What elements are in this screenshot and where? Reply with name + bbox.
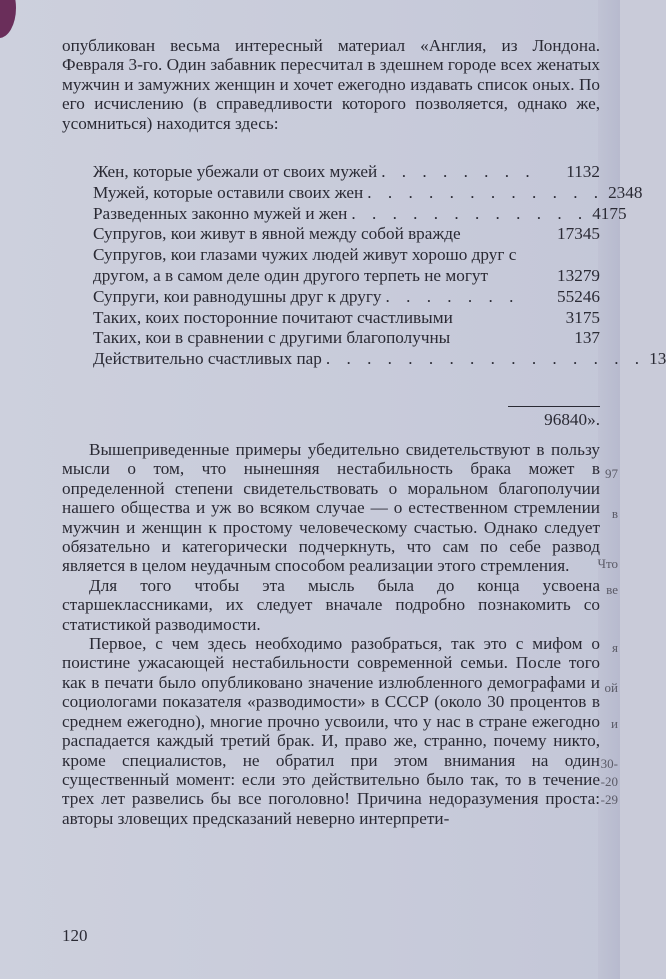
list-item xyxy=(93,308,600,329)
list-item-value: 1132 xyxy=(566,162,600,181)
paragraph: Первое, с чем здесь необходимо разобраться, так это с мифом о поистине ужасающей нестабильности современной семьи. После того как в печати было опубликовано значение излюбленного демографами и социологами показателя «разводимости» в СССР (около 30 процентов в среднем ежегодно), многие прочно усвоили, что у нас в стране ежегодно распадается каждый третий брак. И, право же, странно, почему никто, кроме специалистов, не обратил при этом внимания на один существенный момент: если это действительно было так, то в течение трех лет развелись бы все поголовно! Причина недоразумения проста: авторы зловещих предсказаний неверно интерпрети- xyxy=(62,634,600,828)
list-item-value: 3175 xyxy=(565,307,600,327)
intro-text: опубликован весьма интересный материал «Англия, из Лондона. Февраля 3-го. Один забавник пересчитал в здешнем городе всех женатых мужчин и замужних женщин и хочет ежегодно издавать список оных. По его исчислению (в справедливости которого позволяется, однако же, усомниться) находится здесь: xyxy=(62,36,600,133)
margin-fragment: Что xyxy=(597,556,618,571)
intro-paragraph xyxy=(62,36,600,133)
list-item xyxy=(93,245,600,287)
list-item-label: Супруги, кои равнодушны друг к другу xyxy=(93,286,382,306)
margin-fragment: -29 xyxy=(600,792,618,807)
list-item-label: Действительно счастливых пар xyxy=(93,349,322,369)
list-item-label: Супругов, кои глазами чужих людей живут хорошо друг с другом, а в самом деле один другого терпеть не могут xyxy=(93,245,517,285)
list-item-value: 2348 xyxy=(608,182,643,202)
total-value: 96840». xyxy=(544,410,600,429)
body-text xyxy=(62,440,600,828)
list-item-label: Разведенных законно мужей и жен xyxy=(93,203,348,223)
leader-dots: . . . . . . . xyxy=(385,286,520,306)
margin-fragment: ой xyxy=(604,680,618,695)
adjacent-page-edge xyxy=(598,0,620,979)
page-number: 120 xyxy=(62,926,88,945)
list-item-label: Мужей, которые оставили своих жен xyxy=(93,182,364,202)
leader-dots: . . . . . . . . . . . . xyxy=(367,182,605,202)
total-rule xyxy=(508,406,600,407)
margin-fragment: и xyxy=(611,716,618,731)
leader-dots: . . . . . . . . . . . . xyxy=(351,203,589,223)
list-item xyxy=(93,349,666,370)
list-item-value: 55246 xyxy=(557,286,600,306)
margin-fragment: я xyxy=(612,640,618,655)
list-item-value: 13279 xyxy=(557,265,600,285)
statistics-list xyxy=(93,162,666,370)
leader-dots: . . . . . . . . xyxy=(381,162,536,181)
margin-fragment: -20 xyxy=(600,774,618,789)
paragraph: Вышеприведенные примеры убедительно свидетельствуют в пользу мысли о том, что нынешняя нестабильность брака может в определенной степени свидетельствовать о моральном благополучии нашего общества и уж во всяком случае — о естественном стремлении мужчин и женщин к простому человеческому счастью. Однако следует обязательно и категорически подчеркнуть, что сам по себе развод является в целом неудачным способом реализации этого стремления. xyxy=(62,440,600,576)
list-item xyxy=(93,328,600,349)
list-item-label: Супругов, кои живут в явной между собой вражде xyxy=(93,224,461,244)
margin-fragment: в xyxy=(611,506,618,521)
list-item-value: 137 xyxy=(574,328,600,348)
list-item-label: Жен, которые убежали от своих мужей xyxy=(93,162,378,181)
margin-fragment: ве xyxy=(606,582,618,597)
list-item-label: Таких, коих посторонние почитают счастливыми xyxy=(93,307,453,327)
list-item xyxy=(93,162,600,183)
margin-fragment: 30- xyxy=(600,756,618,771)
list-item xyxy=(93,224,600,245)
list-item-value: 17345 xyxy=(557,224,600,244)
margin-fragment: 97 xyxy=(605,466,618,481)
list-item xyxy=(93,203,627,225)
paragraph: Для того чтобы эта мысль была до конца усвоена старшеклассниками, их следует вначале подробно познакомить со статистикой разводимости. xyxy=(62,575,600,634)
leader-dots: . . . . . . . . . . . . . . . . xyxy=(325,349,646,369)
list-item xyxy=(93,182,643,204)
list-item-value: 4175 xyxy=(592,203,627,223)
list-item-value: 13 xyxy=(649,349,666,369)
corner-mark xyxy=(0,0,16,38)
list-item xyxy=(93,287,600,308)
list-item-label: Таких, кои в сравнении с другими благополучны xyxy=(93,328,451,348)
